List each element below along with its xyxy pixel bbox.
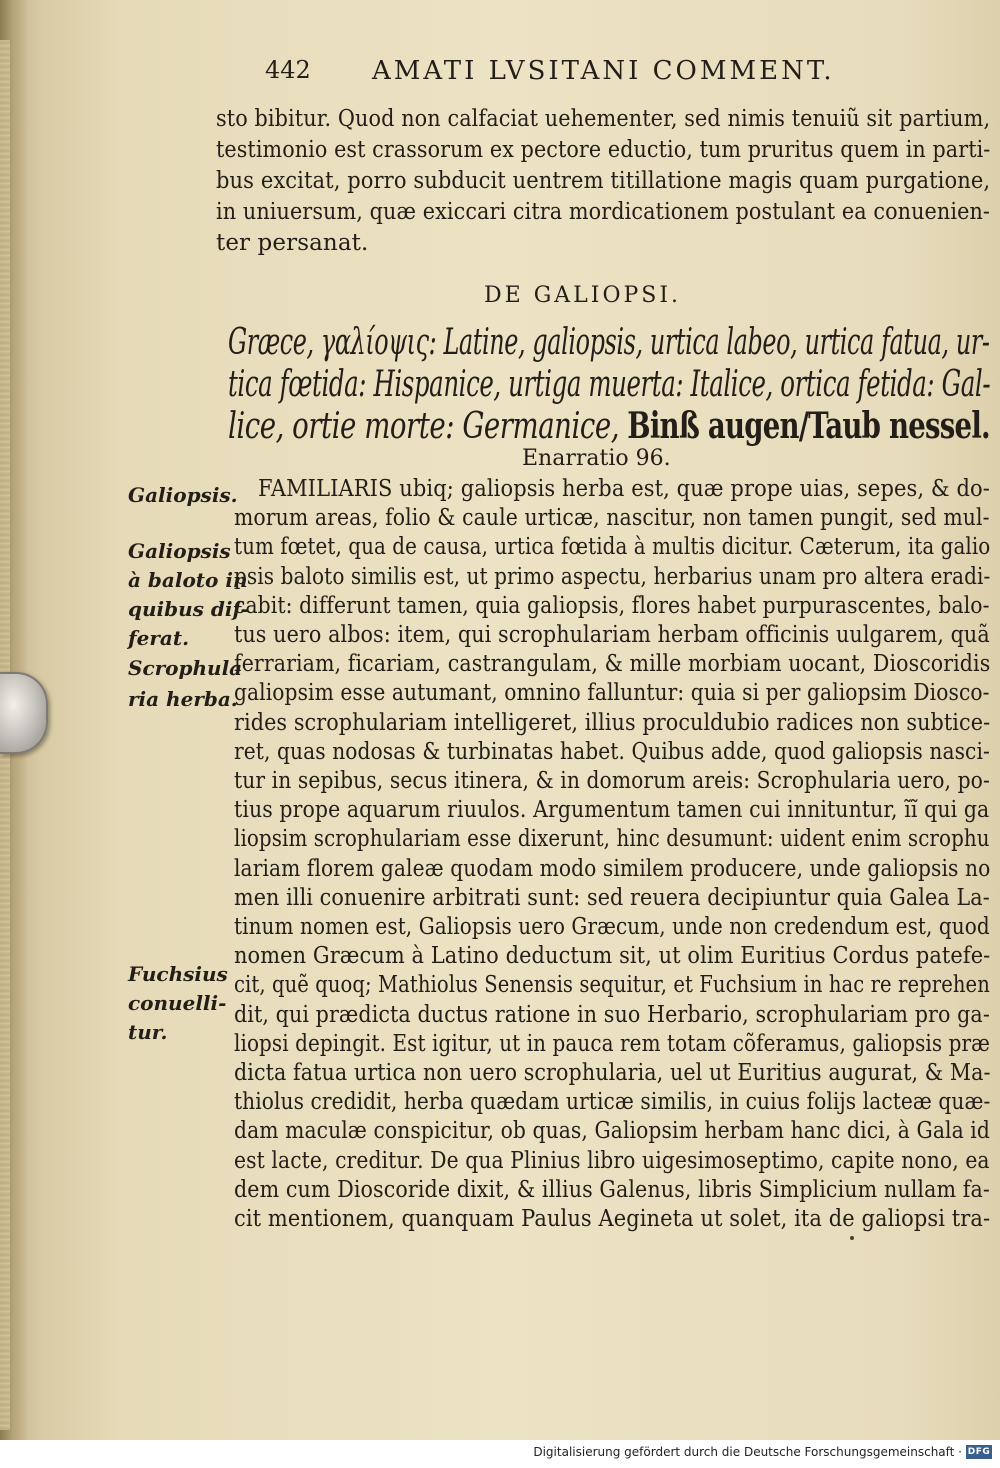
top-paragraph-line: bus excitat, porro subducit uentrem titillatione magis quam purgatione, — [216, 168, 991, 194]
marginal-note: Galiopsis. — [128, 483, 238, 507]
digitization-credit: Digitalisierung gefördert durch die Deutsche Forschungsgemeinschaft · — [533, 1445, 962, 1459]
book-clasp-image — [0, 672, 48, 754]
body-line: ferrariam, ficariam, castrangulam, & mille morbiam uocant, Dioscoridis — [234, 651, 991, 677]
body-line: cabit: differunt tamen, quia galiopsis, flores habet purpurascentes, balo- — [234, 593, 990, 619]
body-line: FAMILIARIS ubiq; galiopsis herba est, quæ prope uias, sepes, & do- — [258, 476, 990, 502]
body-line: nomen Græcum à Latino deductum sit, ut olim Euritius Cordus patefe- — [234, 943, 991, 969]
body-line: cit mentionem, quanquam Paulus Aegineta ut solet, ita de galiopsi tra- — [234, 1206, 991, 1232]
body-line: ret, quas nodosas & turbinatas habet. Quibus adde, quod galiopsis nasci- — [234, 739, 990, 765]
body-line: rides scrophulariam intelligeret, illius proculdubio radices non subtice- — [234, 710, 991, 736]
body-line: tius prope aquarum riuulos. Argumentum tamen cui innituntur, ĩĩ qui ga — [234, 797, 990, 823]
names-line: tica fœtida: Hispanice, urtiga muerta: Italice, ortica fetida: Gal- — [228, 364, 991, 405]
top-paragraph-line: testimonio est crassorum ex pectore eductio, tum pruritus quem in parti- — [216, 137, 991, 163]
marginal-note: ferat. — [128, 626, 190, 650]
body-line: dam maculæ conspicitur, ob quas, Galiopsim herbam hanc dici, à Gala id — [234, 1118, 990, 1144]
body-line: cit, quẽ quoq; Mathiolus Senensis sequitur, et Fuchsium in hac re reprehen — [234, 972, 990, 998]
body-line: tinum nomen est, Galiopsis uero Græcum, unde non credendum est, quod — [234, 914, 990, 940]
body-line: liopsi depingit. Est igitur, ut in pauca rem totam cõferamus, galiopsis præ — [234, 1031, 991, 1057]
names-line-german: Binß augen/Taub nessel. — [627, 405, 990, 447]
names-line: Græce, γαλίοψις: Latine, galiopsis, urtica labeo, urtica fatua, ur- — [228, 322, 990, 363]
body-line: galiopsim esse autumant, omnino falluntur: quia si per galiopsim Diosco- — [234, 680, 990, 706]
page-number: 442 — [265, 56, 311, 84]
body-line: dem cum Dioscoride dixit, & illius Galenus, libris Simplicium nullam fa- — [234, 1177, 990, 1203]
enarratio-heading: Enarratio 96. — [522, 446, 671, 471]
names-line — [228, 405, 990, 447]
running-title: AMATI LVSITANI COMMENT. — [372, 56, 835, 86]
body-line: dit, qui prædicta ductus ratione in suo Herbario, scrophulariam pro ga- — [234, 1002, 990, 1028]
marginal-note: Galiopsis — [128, 539, 231, 563]
names-line-latin: lice, ortie morte: Germanice, — [228, 406, 619, 447]
marginal-note: ria herba. — [128, 687, 238, 711]
marginal-note: Scrophula — [128, 656, 243, 680]
body-line: thiolus credidit, herba quædam urticæ similis, in cuius folijs lacteæ quæ- — [234, 1089, 991, 1115]
marginal-note: Fuchsius — [128, 962, 228, 986]
body-line: tur in sepibus, secus itinera, & in domorum areis: Scrophularia uero, po- — [234, 768, 990, 794]
section-heading: DE GALIOPSI. — [484, 283, 682, 308]
body-line: psis baloto similis est, ut primo aspectu, herbarius unam pro altera eradi- — [234, 564, 991, 590]
body-line: est lacte, creditur. De qua Plinius libro uigesimoseptimo, capite nono, ea — [234, 1148, 990, 1174]
marginal-note: à baloto in — [128, 568, 248, 592]
ink-speck — [850, 1236, 854, 1240]
top-paragraph-line: ter persanat. — [216, 230, 369, 256]
body-line: dicta fatua urtica non uero scrophularia, uel ut Euritius augurat, & Ma- — [234, 1060, 991, 1086]
dfg-logo: DFG — [967, 1447, 991, 1457]
marginal-note: tur. — [128, 1020, 168, 1044]
body-line: men illi conuenire arbitrati sunt: sed reuera decipiuntur quia Galea La- — [234, 885, 990, 911]
body-line: morum areas, folio & caule urticæ, nascitur, non tamen pungit, sed mul- — [234, 505, 990, 531]
marginal-note: quibus dif- — [128, 597, 249, 621]
body-line: lariam florem galeæ quodam modo similem producere, unde galiopsis no — [234, 856, 991, 882]
top-paragraph-line: in uniuersum, quæ exiccari citra mordicationem postulant ea conuenien- — [216, 199, 991, 225]
body-line: tum fœtet, qua de causa, urtica fœtida à multis dicitur. Cæterum, ita galio — [234, 534, 991, 560]
top-paragraph-line: sto bibitur. Quod non calfaciat uehementer, sed nimis tenuiũ sit partium, — [216, 106, 991, 132]
body-line: tus uero albos: item, qui scrophulariam herbam officinis uulgarem, quã — [234, 622, 990, 648]
marginal-note: conuelli- — [128, 991, 227, 1015]
body-line: liopsim scrophulariam esse dixerunt, hinc desumunt: uident enim scrophu — [234, 826, 990, 852]
